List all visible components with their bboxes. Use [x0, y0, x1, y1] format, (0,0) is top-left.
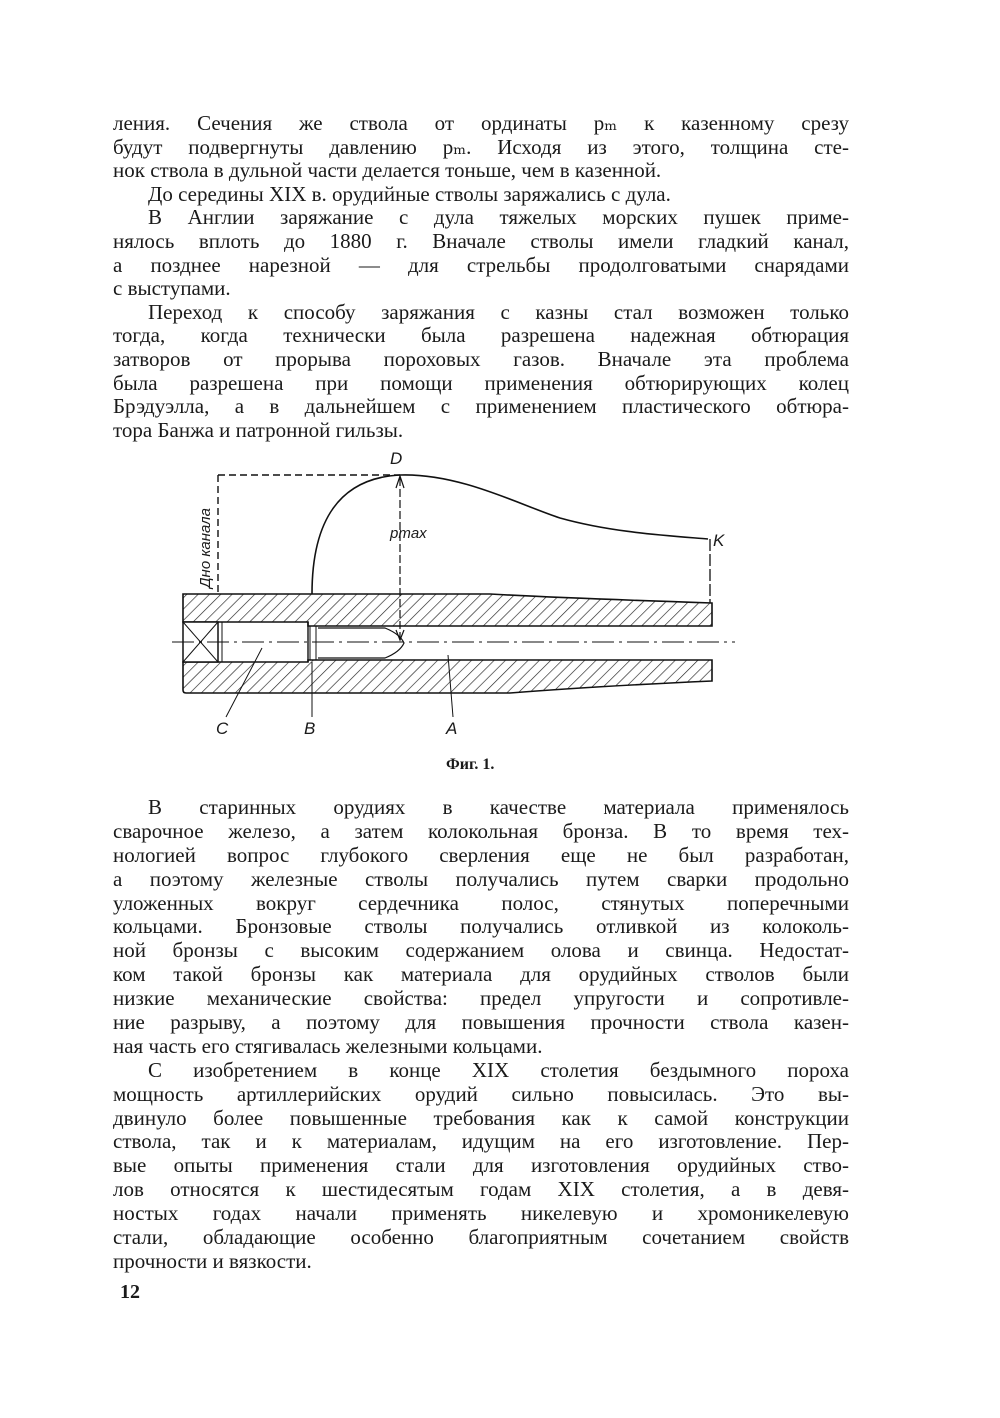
label-K: K	[713, 531, 725, 550]
label-C: C	[216, 719, 229, 738]
text-line: затворов от прорыва пороховых газов. Вначале эта проблема	[113, 346, 849, 371]
text-block-bottom	[113, 796, 849, 1274]
text-line: ная часть его стягивалась железными кольцами.	[113, 1033, 543, 1058]
label-bore-bottom: Дно канала	[197, 508, 214, 588]
projectile	[318, 628, 404, 658]
text-line: ствола, так и к материалам, идущим на его изготовление. Пер-	[113, 1129, 849, 1154]
text-line: ком такой бронзы как материала для орудийных стволов были	[113, 962, 849, 987]
text-line: ностых годах начали применять никелевую и хромоникелевую	[113, 1201, 849, 1226]
label-A: A	[446, 719, 458, 738]
text-line: низкие механические свойства: предел упругости и сопротивле-	[113, 986, 849, 1011]
text-line: нологией вопрос глубокого сверления еще не был разработан,	[113, 842, 849, 867]
text-line: С изобретением в конце XIX столетия бездымного пороха	[148, 1057, 849, 1082]
label-D: D	[390, 449, 403, 468]
text-line: с выступами.	[113, 276, 231, 301]
barrel-wall-bottom	[183, 660, 712, 693]
text-line: ления. Сечения же ствола от ординаты pₘ к казенному срезу	[113, 111, 849, 135]
text-line: а поэтому железные стволы получались путем сварки продольно	[113, 866, 849, 891]
text-line: тогда, когда технически была разрешена надежная обтюрация	[113, 323, 849, 348]
figure-caption: Фиг. 1.	[446, 756, 495, 773]
text-line: В Англии заряжание с дула тяжелых морских пушек приме-	[148, 205, 849, 230]
label-pmax: pmax	[390, 525, 427, 542]
text-line: лов относятся к шестидесятым годам XIX столетия, а в девя-	[113, 1177, 849, 1202]
text-line: уложенных вокруг сердечника полос, стянутых поперечными	[113, 890, 849, 915]
text-line: нялось вплоть до 1880 г. Вначале стволы имели гладкий канал,	[113, 228, 849, 253]
text-line: будут подвергнуты давлению pₘ. Исходя из этого, толщина сте-	[113, 134, 849, 159]
text-line: мощность артиллерийских орудий сильно повысилась. Это вы-	[113, 1081, 849, 1106]
text-line: кольцами. Бронзовые стволы получались отливкой из колоколь-	[113, 914, 849, 939]
text-line: Переход к способу заряжания с казны стал возможен только	[148, 299, 849, 324]
text-line: была разрешена при помощи применения обтюрирующих колец	[113, 370, 849, 395]
text-line: ние разрыву, а поэтому для повышения прочности ствола казен-	[113, 1010, 849, 1035]
text-line: двинуло более повышенные требования как к самой конструкции	[113, 1105, 849, 1130]
text-line: В старинных орудиях в качестве материала применялось	[148, 795, 849, 819]
text-line: нок ствола в дульной части делается тоньше, чем в казенной.	[113, 158, 662, 183]
pressure-curve	[312, 475, 708, 594]
figure-barrel-pressure-diagram	[0, 440, 1000, 750]
text-line: прочности и вязкости.	[113, 1248, 312, 1273]
text-line: а позднее нарезной — для стрельбы продолговатыми снарядами	[113, 252, 849, 277]
text-line: ной бронзы с высоким содержанием олова и свинца. Недостат-	[113, 938, 849, 963]
text-line: тора Банжа и патронной гильзы.	[113, 417, 404, 442]
page-number: 12	[120, 1281, 140, 1303]
text-block-top	[113, 112, 849, 442]
text-line: До середины XIX в. орудийные стволы заряжались с дула.	[148, 181, 671, 206]
text-line: Брэдуэлла, а в дальнейшем с применением пластического обтюра-	[113, 394, 849, 419]
label-B: B	[304, 719, 316, 738]
text-line: сварочное железо, а затем колокольная бронза. В то время тех-	[113, 818, 849, 843]
text-line: вые опыты применения стали для изготовления орудийных ство-	[113, 1153, 849, 1178]
barrel-wall-top	[183, 594, 712, 626]
text-line: стали, обладающие особенно благоприятным сочетанием свойств	[113, 1225, 849, 1250]
